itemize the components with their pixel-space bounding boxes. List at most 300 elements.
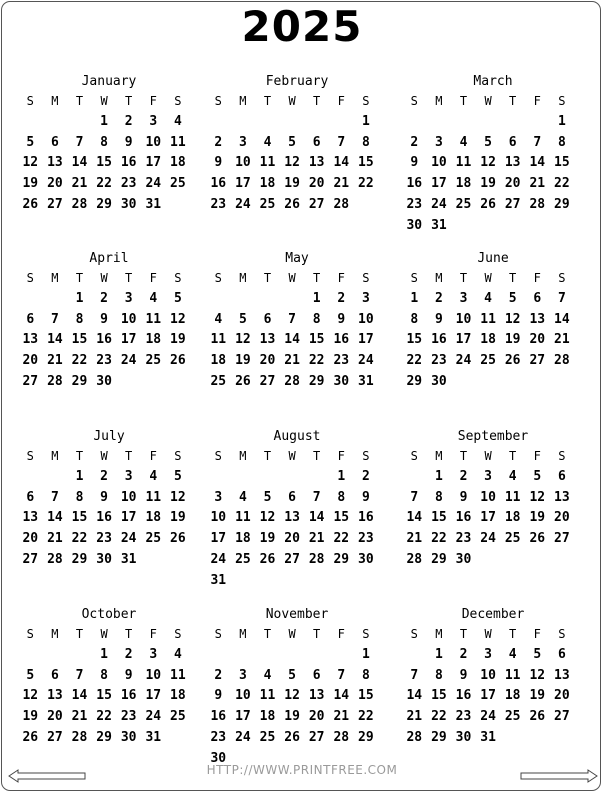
day-cell: 17 (145, 688, 162, 704)
footer-url[interactable]: HTTP://WWW.PRINTFREE.COM (206, 763, 398, 777)
day-cell: 22 (358, 176, 374, 192)
week-row (206, 508, 388, 529)
day-cell (304, 645, 329, 666)
day-cell: 27 (22, 551, 39, 567)
weekday-label: S (174, 94, 182, 108)
day-cell: 28 (333, 196, 350, 212)
day-cell: 3 (484, 646, 492, 662)
day-cell: 22 (431, 709, 447, 725)
day-cell: 6 (557, 646, 566, 662)
week-row (18, 372, 200, 393)
day-cell: 29 (308, 373, 325, 389)
day-cell: 25 (170, 176, 186, 192)
weekday-label: F (337, 449, 345, 463)
day-cell (304, 571, 329, 592)
weekday-label: S (410, 449, 418, 463)
day-cell: 7 (337, 667, 346, 683)
day-cell: 9 (124, 134, 133, 150)
day-cell: 18 (259, 709, 276, 725)
day-cell: 24 (235, 196, 251, 212)
day-cell (329, 645, 354, 666)
day-cell: 4 (214, 311, 223, 327)
month-name: September (457, 429, 529, 444)
day-cell: 20 (308, 176, 325, 192)
day-cell: 30 (333, 373, 350, 389)
day-cell: 23 (358, 531, 374, 547)
weekday-label: S (174, 449, 182, 463)
day-cell: 5 (26, 134, 35, 150)
day-cell: 30 (431, 373, 447, 389)
week-row (206, 195, 388, 216)
weekday-label: M (435, 449, 443, 463)
day-cell: 5 (173, 290, 182, 306)
day-cell: 18 (170, 688, 186, 704)
day-cell: 28 (71, 196, 88, 212)
day-cell (476, 550, 501, 571)
day-cell: 8 (557, 134, 566, 150)
weekday-label: S (174, 271, 182, 285)
day-cell: 18 (259, 176, 276, 192)
day-cell: 1 (100, 646, 108, 662)
week-row (206, 488, 388, 509)
day-cell: 6 (50, 667, 59, 683)
weekday-header (206, 91, 388, 112)
day-cell: 12 (235, 332, 251, 348)
day-cell: 30 (358, 551, 374, 567)
day-cell: 12 (529, 489, 546, 505)
week-row (402, 330, 584, 351)
day-cell (525, 728, 550, 749)
week-row (402, 666, 584, 687)
day-cell: 12 (170, 489, 186, 505)
day-cell: 17 (358, 332, 374, 348)
day-cell: 21 (71, 176, 88, 192)
day-cell (500, 550, 525, 571)
day-cell: 17 (480, 510, 496, 526)
day-cell: 27 (554, 531, 570, 547)
month-name: February (265, 74, 329, 89)
week-row (402, 195, 584, 216)
week-row (402, 289, 584, 310)
day-cell: 17 (455, 332, 472, 348)
week-row (206, 571, 388, 592)
day-cell: 7 (312, 489, 321, 505)
day-cell: 26 (235, 373, 251, 389)
weekday-label: F (533, 449, 541, 463)
day-cell: 10 (145, 667, 162, 683)
weekday-label: T (313, 449, 321, 463)
week-row (18, 488, 200, 509)
day-cell: 17 (120, 332, 137, 348)
day-cell: 1 (100, 113, 108, 129)
day-cell: 30 (96, 551, 112, 567)
next-arrow-icon[interactable] (520, 768, 598, 784)
day-cell: 16 (120, 688, 137, 704)
day-cell: 3 (238, 134, 247, 150)
day-cell: 14 (71, 688, 88, 704)
day-cell (141, 372, 166, 393)
prev-arrow-icon[interactable] (8, 768, 86, 784)
day-cell: 22 (71, 531, 88, 547)
day-cell: 15 (308, 332, 325, 348)
day-cell: 2 (337, 290, 346, 306)
day-cell: 16 (406, 176, 423, 192)
day-cell: 28 (308, 551, 325, 567)
day-cell: 27 (284, 551, 300, 567)
week-row (402, 488, 584, 509)
day-cell: 21 (333, 709, 350, 725)
day-cell: 15 (333, 510, 350, 526)
day-cell: 29 (71, 551, 88, 567)
day-cell: 18 (145, 332, 162, 348)
day-cell: 27 (554, 709, 570, 725)
day-cell (255, 571, 280, 592)
month-july (18, 428, 200, 571)
day-cell: 9 (214, 688, 223, 704)
month-name: July (93, 429, 125, 444)
day-cell: 27 (308, 196, 325, 212)
day-cell: 20 (47, 709, 63, 725)
day-cell: 24 (431, 196, 447, 212)
week-row (402, 550, 584, 571)
day-cell: 29 (431, 551, 447, 567)
day-cell: 10 (431, 155, 447, 171)
day-cell: 26 (170, 353, 186, 369)
day-cell (329, 112, 354, 133)
weekday-label: S (362, 94, 370, 108)
weekday-header (18, 624, 200, 645)
week-row (18, 550, 200, 571)
day-cell: 24 (480, 531, 496, 547)
week-row (206, 467, 388, 488)
day-cell: 22 (431, 531, 447, 547)
day-cell: 22 (333, 531, 350, 547)
week-row (402, 645, 584, 666)
day-cell: 12 (284, 155, 300, 171)
day-cell (206, 645, 231, 666)
day-cell: 17 (210, 531, 227, 547)
day-cell: 3 (149, 646, 158, 662)
day-cell: 27 (308, 729, 325, 745)
weekday-label: T (125, 627, 133, 641)
day-cell: 11 (259, 688, 276, 704)
day-cell: 12 (284, 688, 300, 704)
week-row (18, 310, 200, 331)
weekday-label: T (75, 94, 84, 108)
day-cell: 1 (361, 113, 370, 129)
day-cell (476, 112, 501, 133)
day-cell: 15 (71, 332, 88, 348)
day-cell: 16 (120, 155, 137, 171)
day-cell: 16 (455, 688, 472, 704)
day-cell: 14 (308, 510, 325, 526)
day-cell: 7 (50, 489, 59, 505)
day-cell: 23 (210, 196, 227, 212)
month-june (402, 250, 584, 393)
day-cell: 14 (333, 688, 350, 704)
week-row (402, 133, 584, 154)
day-cell (304, 467, 329, 488)
day-cell: 3 (149, 113, 158, 129)
week-row (206, 666, 388, 687)
day-cell: 24 (455, 353, 472, 369)
day-cell: 22 (358, 709, 374, 725)
weekday-label: S (558, 94, 566, 108)
day-cell: 21 (47, 353, 63, 369)
day-cell (500, 728, 525, 749)
day-cell: 6 (263, 311, 272, 327)
week-row (402, 310, 584, 331)
day-cell: 8 (337, 489, 346, 505)
day-cell: 6 (312, 667, 321, 683)
day-cell: 27 (504, 196, 521, 212)
weekday-label: M (435, 94, 443, 108)
week-row (18, 686, 200, 707)
day-cell: 15 (554, 155, 570, 171)
weekday-label: S (410, 627, 418, 641)
week-row (18, 112, 200, 133)
day-cell: 21 (284, 353, 300, 369)
day-cell: 13 (47, 688, 63, 704)
day-cell: 3 (361, 290, 370, 306)
weekday-label: W (288, 627, 296, 641)
day-cell: 19 (529, 688, 546, 704)
day-cell: 1 (557, 113, 566, 129)
day-cell: 16 (358, 510, 374, 526)
day-cell: 19 (504, 332, 521, 348)
month-january (18, 73, 200, 216)
day-cell: 28 (406, 729, 423, 745)
day-cell: 28 (47, 551, 63, 567)
weekday-label: F (337, 271, 345, 285)
day-cell: 4 (484, 290, 492, 306)
day-cell: 12 (480, 155, 496, 171)
weekday-label: S (174, 627, 182, 641)
day-cell: 21 (333, 176, 350, 192)
day-cell: 16 (96, 510, 112, 526)
day-cell: 5 (533, 468, 542, 484)
weekday-label: S (214, 627, 222, 641)
day-cell (231, 112, 256, 133)
day-cell (255, 289, 280, 310)
day-cell: 21 (529, 176, 546, 192)
weekday-label: S (558, 271, 566, 285)
weekday-label: M (239, 449, 247, 463)
day-cell: 14 (71, 155, 88, 171)
day-cell: 1 (75, 290, 84, 306)
day-cell: 12 (170, 311, 186, 327)
year-title: 2025 (241, 2, 363, 51)
week-row (402, 351, 584, 372)
day-cell: 19 (284, 709, 300, 725)
day-cell: 12 (259, 510, 276, 526)
day-cell: 16 (210, 709, 227, 725)
week-row (18, 330, 200, 351)
day-cell: 9 (459, 489, 468, 505)
day-cell: 21 (47, 531, 63, 547)
weekday-label: W (100, 627, 108, 641)
day-cell: 11 (145, 489, 162, 505)
weekday-label: S (410, 271, 418, 285)
day-cell: 28 (554, 353, 570, 369)
day-cell (43, 112, 68, 133)
day-cell (280, 289, 305, 310)
week-row (206, 174, 388, 195)
day-cell: 15 (71, 510, 88, 526)
week-row (206, 133, 388, 154)
day-cell: 14 (406, 688, 423, 704)
day-cell (354, 195, 379, 216)
day-cell: 2 (459, 646, 468, 662)
day-cell: 3 (214, 489, 223, 505)
weekday-label: F (149, 627, 157, 641)
weekday-label: M (51, 271, 59, 285)
day-cell (43, 289, 68, 310)
day-cell: 26 (22, 196, 39, 212)
day-cell: 16 (333, 332, 350, 348)
day-cell: 20 (22, 353, 39, 369)
month-name: December (461, 607, 525, 622)
weekday-label: W (288, 449, 296, 463)
weekday-label: S (26, 94, 34, 108)
week-row (402, 216, 584, 237)
day-cell: 22 (308, 353, 325, 369)
day-cell: 26 (529, 531, 546, 547)
day-cell (166, 195, 191, 216)
day-cell: 25 (170, 709, 186, 725)
weekday-label: T (509, 271, 517, 285)
day-cell: 14 (47, 510, 63, 526)
day-cell (525, 550, 550, 571)
day-cell: 7 (75, 134, 84, 150)
day-cell: 8 (434, 667, 443, 683)
day-cell: 15 (406, 332, 423, 348)
day-cell: 18 (504, 688, 521, 704)
week-row (18, 289, 200, 310)
week-row (18, 707, 200, 728)
day-cell: 1 (434, 646, 443, 662)
day-cell: 21 (406, 709, 423, 725)
day-cell (354, 571, 379, 592)
day-cell: 24 (120, 531, 137, 547)
day-cell: 27 (47, 196, 63, 212)
day-cell: 11 (170, 134, 186, 150)
week-row (18, 508, 200, 529)
week-row (402, 153, 584, 174)
weekday-label: T (459, 627, 468, 641)
week-row (18, 174, 200, 195)
day-cell: 18 (504, 510, 521, 526)
day-cell: 9 (337, 311, 346, 327)
day-cell: 22 (96, 709, 112, 725)
day-cell: 24 (480, 709, 496, 725)
day-cell (67, 645, 92, 666)
day-cell: 26 (504, 353, 521, 369)
weekday-header (402, 446, 584, 467)
day-cell (280, 467, 305, 488)
weekday-label: T (509, 449, 517, 463)
day-cell: 29 (431, 729, 447, 745)
day-cell: 19 (529, 510, 546, 526)
day-cell (18, 289, 43, 310)
day-cell: 16 (210, 176, 227, 192)
weekday-header (402, 91, 584, 112)
weekday-label: M (435, 271, 443, 285)
day-cell: 21 (71, 709, 88, 725)
weekday-label: T (459, 94, 468, 108)
weekday-label: T (263, 449, 272, 463)
day-cell: 3 (459, 290, 468, 306)
day-cell: 7 (288, 311, 296, 327)
day-cell: 19 (22, 176, 39, 192)
day-cell: 26 (529, 709, 546, 725)
day-cell: 1 (410, 290, 419, 306)
day-cell: 13 (504, 155, 521, 171)
month-name: August (273, 429, 321, 444)
day-cell: 8 (75, 311, 84, 327)
day-cell: 7 (337, 134, 346, 150)
day-cell: 23 (120, 709, 137, 725)
day-cell: 27 (47, 729, 63, 745)
week-row (206, 330, 388, 351)
day-cell: 14 (554, 311, 570, 327)
day-cell: 26 (284, 196, 300, 212)
day-cell (206, 289, 231, 310)
day-cell: 9 (361, 489, 370, 505)
week-row (402, 508, 584, 529)
day-cell: 7 (75, 667, 84, 683)
day-cell: 31 (358, 373, 374, 389)
day-cell: 11 (259, 155, 276, 171)
day-cell: 10 (358, 311, 374, 327)
day-cell: 31 (120, 551, 137, 567)
day-cell: 5 (26, 667, 35, 683)
day-cell: 14 (284, 332, 300, 348)
day-cell: 7 (410, 489, 419, 505)
day-cell (231, 289, 256, 310)
day-cell: 4 (173, 113, 182, 129)
day-cell (525, 216, 550, 237)
day-cell: 4 (508, 468, 517, 484)
day-cell: 12 (22, 155, 39, 171)
day-cell: 24 (120, 353, 137, 369)
day-cell: 11 (170, 667, 186, 683)
weekday-header (206, 446, 388, 467)
week-row (206, 728, 388, 749)
day-cell: 3 (434, 134, 443, 150)
day-cell: 12 (504, 311, 521, 327)
weekday-header (18, 91, 200, 112)
day-cell: 12 (529, 667, 546, 683)
day-cell: 4 (238, 489, 247, 505)
day-cell: 8 (100, 134, 108, 150)
day-cell: 30 (120, 196, 137, 212)
day-cell: 19 (170, 332, 186, 348)
day-cell: 15 (431, 688, 447, 704)
day-cell: 20 (22, 531, 39, 547)
month-september (402, 428, 584, 571)
week-row (206, 351, 388, 372)
weekday-label: T (313, 271, 321, 285)
week-row (206, 289, 388, 310)
day-cell: 14 (333, 155, 350, 171)
day-cell: 2 (124, 113, 133, 129)
day-cell (141, 550, 166, 571)
day-cell: 5 (173, 468, 182, 484)
day-cell: 21 (406, 531, 423, 547)
day-cell (231, 645, 256, 666)
day-cell (231, 467, 256, 488)
